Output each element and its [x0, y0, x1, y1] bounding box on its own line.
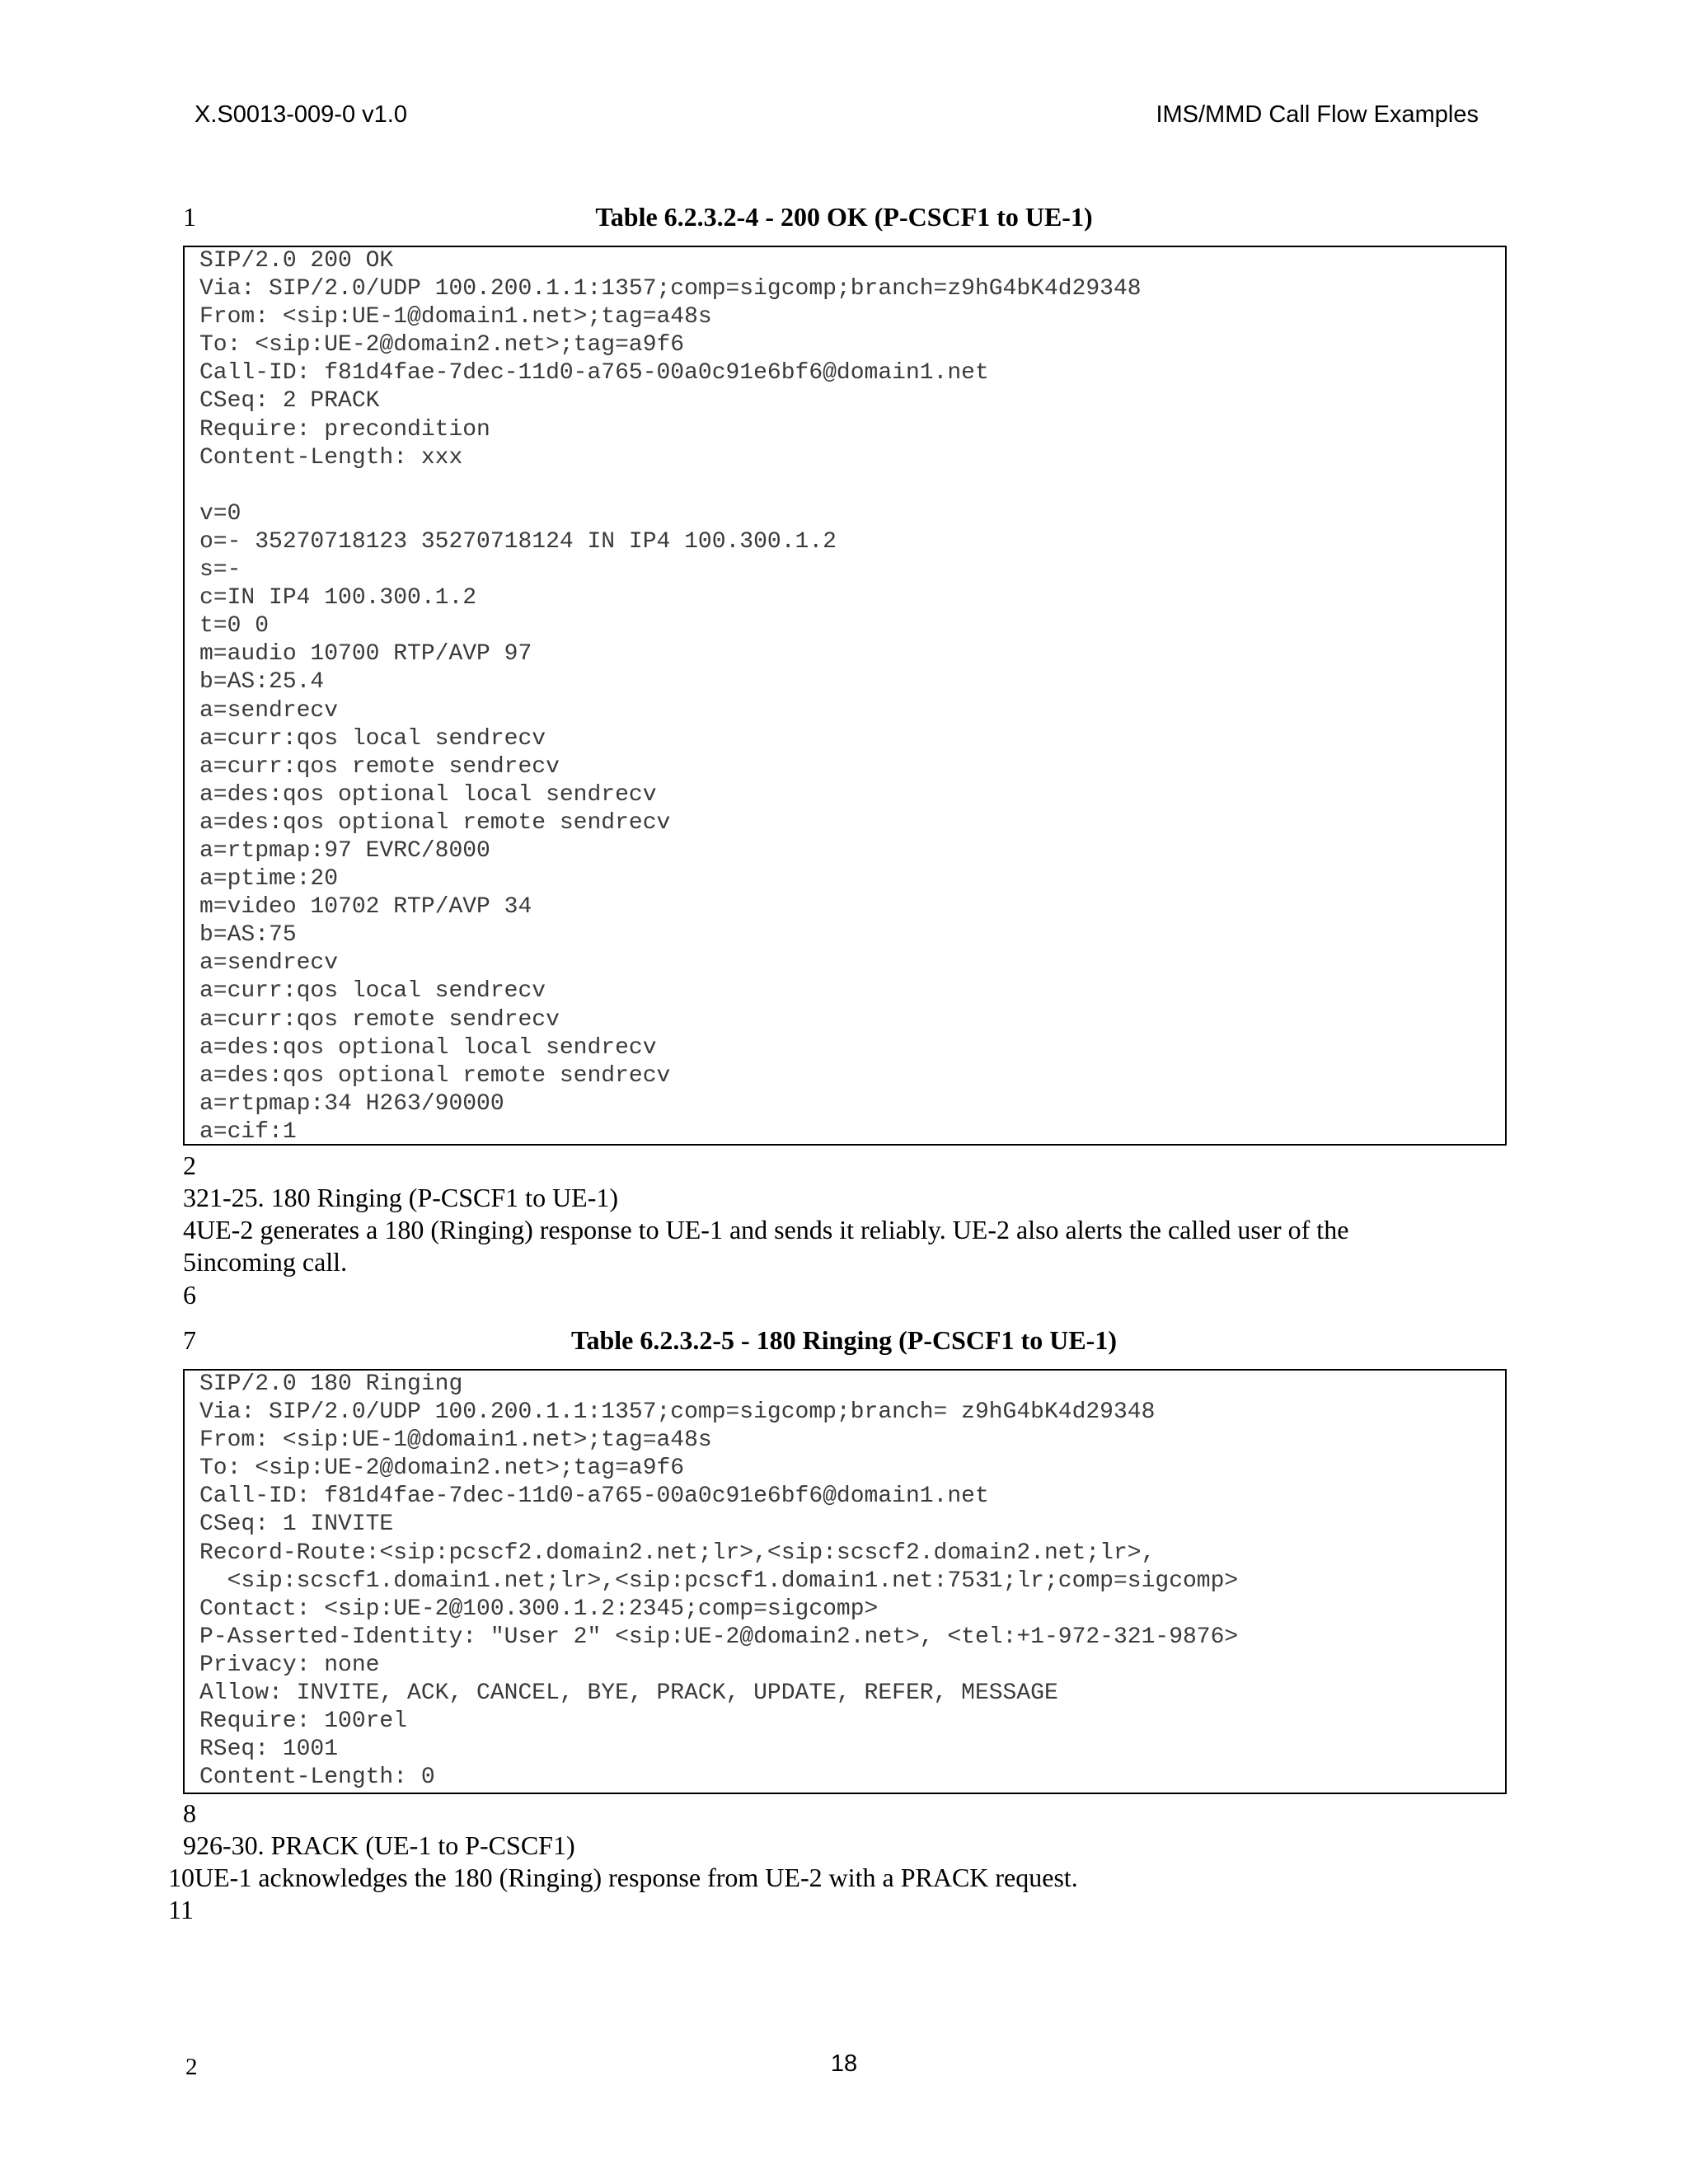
line-number: 1	[183, 202, 196, 232]
code-line: To: <sip:UE-2@domain2.net>;tag=a9f6	[199, 1455, 685, 1482]
doc-title-header: IMS/MMD Call Flow Examples	[1156, 101, 1479, 128]
page-number: 18	[830, 2050, 858, 2077]
table-caption: Table 6.2.3.2-4 - 200 OK (P-CSCF1 to UE-1)	[595, 202, 1093, 232]
code-line: RSeq: 1001	[199, 1736, 339, 1763]
code-line	[199, 472, 1505, 500]
code-line: o=- 35270718123 35270718124 IN IP4 100.300.1.2	[199, 528, 837, 555]
table-caption: Table 6.2.3.2-5 - 180 Ringing (P-CSCF1 to UE-1)	[571, 1325, 1117, 1355]
body-paragraph-line: 4UE-2 generates a 180 (Ringing) response to UE-1 and sends it reliably. UE-2 also alerts the called user of the	[183, 1215, 1349, 1244]
code-line: v=0	[199, 500, 241, 527]
code-line: SIP/2.0 180 Ringing	[199, 1371, 463, 1397]
code-line: a=cif:1	[199, 1118, 297, 1145]
code-line: c=IN IP4 100.300.1.2	[199, 585, 477, 612]
code-line: P-Asserted-Identity: "User 2" <sip:UE-2@domain2.net>, <tel:+1-972-321-9876>	[199, 1624, 1239, 1650]
sip-message-180-ringing	[183, 1369, 1507, 1794]
code-line: a=des:qos optional local sendrecv	[199, 781, 657, 808]
doc-id-header: X.S0013-009-0 v1.0	[195, 101, 407, 128]
line-number: 11	[168, 1895, 194, 1924]
line-number: 2	[183, 1151, 196, 1180]
code-line: To: <sip:UE-2@domain2.net>;tag=a9f6	[199, 332, 685, 359]
code-line: a=des:qos optional remote sendrecv	[199, 809, 671, 836]
body-paragraph-line: 10UE-1 acknowledges the 180 (Ringing) response from UE-2 with a PRACK request.	[168, 1863, 1078, 1892]
code-line: Require: precondition	[199, 416, 490, 443]
code-line: a=curr:qos remote sendrecv	[199, 753, 560, 780]
footer-left-number: 2	[185, 2054, 198, 2080]
code-line: a=ptime:20	[199, 866, 339, 893]
code-line: From: <sip:UE-1@domain1.net>;tag=a48s	[199, 304, 712, 330]
code-line: b=AS:75	[199, 922, 297, 949]
code-line: s=-	[199, 557, 241, 583]
code-line: m=video 10702 RTP/AVP 34	[199, 894, 532, 921]
code-line: Call-ID: f81d4fae-7dec-11d0-a765-00a0c91e6bf6@domain1.net	[199, 1483, 989, 1510]
line-number: 7	[183, 1325, 196, 1355]
sip-message-200-ok	[183, 246, 1507, 1146]
code-line: a=curr:qos local sendrecv	[199, 725, 546, 752]
code-line: Require: 100rel	[199, 1708, 408, 1735]
code-line: Via: SIP/2.0/UDP 100.200.1.1:1357;comp=sigcomp;branch=z9hG4bK4d29348	[199, 276, 1142, 302]
step-heading: 926-30. PRACK (UE-1 to P-CSCF1)	[183, 1830, 575, 1860]
code-line: Allow: INVITE, ACK, CANCEL, BYE, PRACK, UPDATE, REFER, MESSAGE	[199, 1680, 1058, 1707]
code-line: Privacy: none	[199, 1652, 380, 1678]
line-number: 8	[183, 1798, 196, 1828]
code-line: a=des:qos optional remote sendrecv	[199, 1062, 671, 1089]
code-line: Via: SIP/2.0/UDP 100.200.1.1:1357;comp=sigcomp;branch= z9hG4bK4d29348	[199, 1399, 1156, 1426]
code-line: m=audio 10700 RTP/AVP 97	[199, 641, 532, 668]
code-line: CSeq: 2 PRACK	[199, 388, 380, 415]
code-line: From: <sip:UE-1@domain1.net>;tag=a48s	[199, 1427, 712, 1454]
code-line: CSeq: 1 INVITE	[199, 1511, 394, 1538]
body-paragraph-line: 5incoming call.	[183, 1247, 348, 1277]
code-line: a=sendrecv	[199, 697, 339, 724]
code-line: SIP/2.0 200 OK	[199, 248, 394, 274]
code-line: a=curr:qos local sendrecv	[199, 978, 546, 1005]
code-line: Content-Length: xxx	[199, 444, 463, 471]
code-line: a=curr:qos remote sendrecv	[199, 1006, 560, 1033]
line-number: 6	[183, 1280, 196, 1310]
code-line: t=0 0	[199, 613, 270, 640]
code-line: b=AS:25.4	[199, 669, 325, 696]
code-line: a=des:qos optional local sendrecv	[199, 1034, 657, 1061]
step-heading: 321-25. 180 Ringing (P-CSCF1 to UE-1)	[183, 1183, 619, 1212]
code-line: Contact: <sip:UE-2@100.300.1.2:2345;comp=sigcomp>	[199, 1596, 879, 1622]
code-line: Record-Route:<sip:pcscf2.domain2.net;lr>,<sip:scscf2.domain2.net;lr>,	[199, 1540, 1156, 1566]
code-line: <sip:scscf1.domain1.net;lr>,<sip:pcscf1.domain1.net:7531;lr;comp=sigcomp>	[199, 1568, 1239, 1594]
code-line: Call-ID: f81d4fae-7dec-11d0-a765-00a0c91e6bf6@domain1.net	[199, 360, 989, 387]
code-line: a=sendrecv	[199, 950, 339, 977]
code-line: a=rtpmap:34 H263/90000	[199, 1090, 504, 1117]
code-line: Content-Length: 0	[199, 1765, 435, 1791]
code-line: a=rtpmap:97 EVRC/8000	[199, 837, 490, 864]
